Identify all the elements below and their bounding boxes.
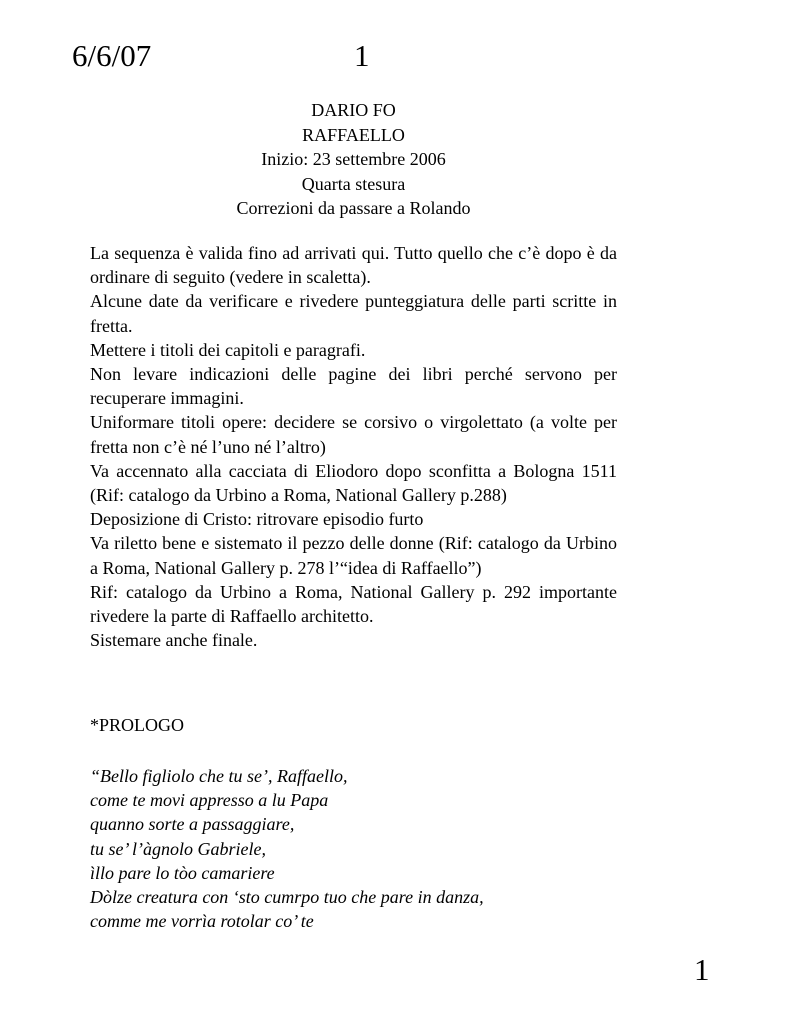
corrections-note-line: Correzioni da passare a Rolando — [236, 198, 471, 218]
poem-line: quanno sorte a passaggiare, — [90, 814, 295, 835]
note-paragraph: Uniformare titoli opere: decidere se corsivo o virgolettato (a volte per fretta non c’è né l’uno né l’altro) — [90, 412, 617, 457]
poem-verse — [90, 764, 484, 933]
section-heading-prologo: *PROLOGO — [90, 715, 185, 735]
poem-line: comme me vorrìa rotolar co’ te — [90, 911, 314, 932]
author-name: DARIO FO — [311, 100, 396, 120]
poem-line: ìllo pare lo tòo camariere — [90, 862, 275, 883]
note-paragraph: Va riletto bene e sistemato il pezzo delle donne (Rif: catalogo da Urbino a Roma, National Gallery p. 278 l’“idea di Raffaello”) — [90, 533, 617, 578]
start-date-line: Inizio: 23 settembre 2006 — [261, 149, 446, 169]
header-date: 6/6/07 — [72, 38, 152, 73]
note-paragraph: Rif: catalogo da Urbino a Roma, National Gallery p. 292 importante rivedere la parte di Raffaello architetto. — [90, 581, 617, 627]
note-paragraph: Alcune date da verificare e rivedere punteggiatura delle parti scritte in fretta. — [90, 291, 617, 336]
note-paragraph: Non levare indicazioni delle pagine dei libri perché servono per recuperare immagini. — [90, 364, 617, 409]
header-page-number: 1 — [354, 38, 370, 73]
poem-line: tu se’ l’àgnolo Gabriele, — [90, 838, 266, 859]
work-title: RAFFAELLO — [302, 124, 405, 145]
draft-version-line: Quarta stesura — [301, 173, 406, 194]
poem-line: come te movi appresso a lu Papa — [90, 790, 329, 811]
editorial-notes — [90, 241, 617, 652]
title-block — [90, 98, 617, 221]
note-paragraph: Mettere i titoli dei capitoli e paragrafi. — [90, 339, 366, 360]
poem-line: “Bello figliolo che tu se’, Raffaello, — [90, 766, 348, 786]
note-paragraph: Deposizione di Cristo: ritrovare episodio furto — [90, 509, 424, 530]
note-paragraph: La sequenza è valida fino ad arrivati qui. Tutto quello che c’è dopo è da ordinare di seguito (vedere in scaletta). — [90, 243, 617, 288]
footer-page-number: 1 — [694, 952, 710, 987]
poem-line: Dòlze creatura con ‘sto cumrpo tuo che pare in danza, — [90, 887, 484, 908]
note-paragraph: Va accennato alla cacciata di Eliodoro dopo sconfitta a Bologna 1511 (Rif: catalogo da Urbino a Roma, National Gallery p.288) — [90, 460, 617, 506]
note-paragraph: Sistemare anche finale. — [90, 630, 258, 651]
